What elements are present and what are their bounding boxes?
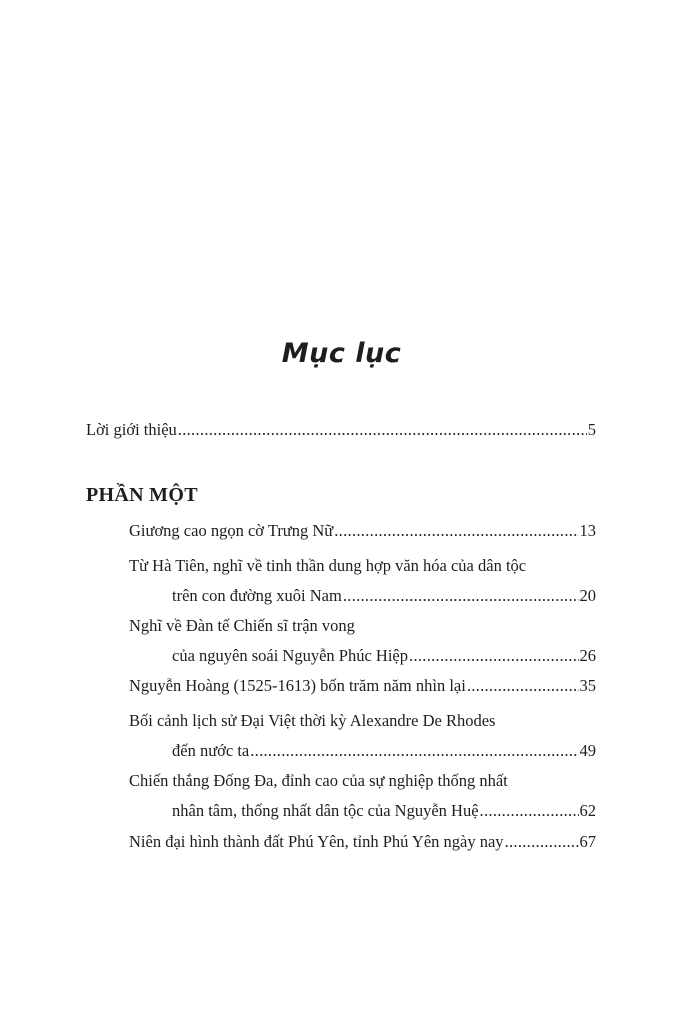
toc-entry	[129, 555, 596, 613]
toc-entry-title: Chiến thắng Đống Đa, đỉnh cao của sự nghiệp thống nhất	[129, 771, 508, 790]
toc-line	[129, 710, 596, 740]
toc-line	[129, 770, 596, 800]
toc-page-number: 13	[579, 521, 596, 540]
toc-page-number: 35	[579, 676, 596, 695]
toc-entry-title: Nguyễn Hoàng (1525-1613) bốn trăm năm nhìn lại	[129, 676, 466, 695]
toc-entry-title: Lời giới thiệu	[86, 420, 177, 439]
toc-entry-title: Niên đại hình thành đất Phú Yên, tỉnh Phú Yên ngày nay	[129, 832, 504, 851]
leader-dots	[480, 800, 579, 822]
leader-dots	[505, 831, 579, 853]
leader-dots	[467, 675, 579, 697]
toc-line	[129, 555, 596, 585]
leader-dots	[343, 585, 579, 607]
toc-entry-title: Giương cao ngọn cờ Trưng Nữ	[129, 521, 334, 540]
toc-entry	[129, 710, 596, 768]
toc-line	[129, 645, 596, 673]
toc-page-number: 49	[579, 741, 596, 760]
toc-entry-title: Nghĩ về Đàn tế Chiến sĩ trận vong	[129, 616, 355, 635]
toc-line	[129, 675, 596, 703]
part-heading: PHẦN MỘT	[86, 484, 198, 506]
toc-line	[129, 800, 596, 828]
toc-line	[86, 419, 596, 447]
toc-line	[129, 585, 596, 613]
toc-entry-title: Từ Hà Tiên, nghĩ về tinh thần dung hợp văn hóa của dân tộc	[129, 556, 527, 575]
leader-dots	[409, 645, 579, 667]
toc-entry-title: Bối cảnh lịch sử Đại Việt thời kỳ Alexandre De Rhodes	[129, 711, 496, 730]
leader-dots	[334, 520, 578, 542]
toc-page-number: 26	[579, 646, 596, 665]
toc-entry	[129, 675, 596, 703]
toc-entry	[129, 520, 596, 548]
toc-entry-intro	[86, 419, 596, 447]
toc-entry	[129, 770, 596, 828]
toc-line	[129, 831, 596, 859]
toc-entry-title-continued: nhân tâm, thống nhất dân tộc của Nguyễn Huệ	[172, 801, 479, 820]
toc-page-number: 62	[579, 801, 596, 820]
toc-line	[129, 520, 596, 548]
toc-entry-title-continued: đến nước ta	[172, 741, 250, 760]
toc-entry	[129, 615, 596, 673]
toc-line	[129, 615, 596, 645]
page-title: Mục lục	[281, 338, 402, 369]
toc-entry	[129, 831, 596, 859]
leader-dots	[250, 740, 578, 762]
toc-entry-title-continued: trên con đường xuôi Nam	[172, 586, 342, 605]
toc-page-number: 67	[579, 832, 596, 851]
leader-dots	[178, 419, 587, 441]
toc-page-number: 20	[579, 586, 596, 605]
toc-entry-title-continued: của nguyên soái Nguyễn Phúc Hiệp	[172, 646, 408, 665]
toc-page-number: 5	[587, 420, 596, 439]
toc-line	[129, 740, 596, 768]
